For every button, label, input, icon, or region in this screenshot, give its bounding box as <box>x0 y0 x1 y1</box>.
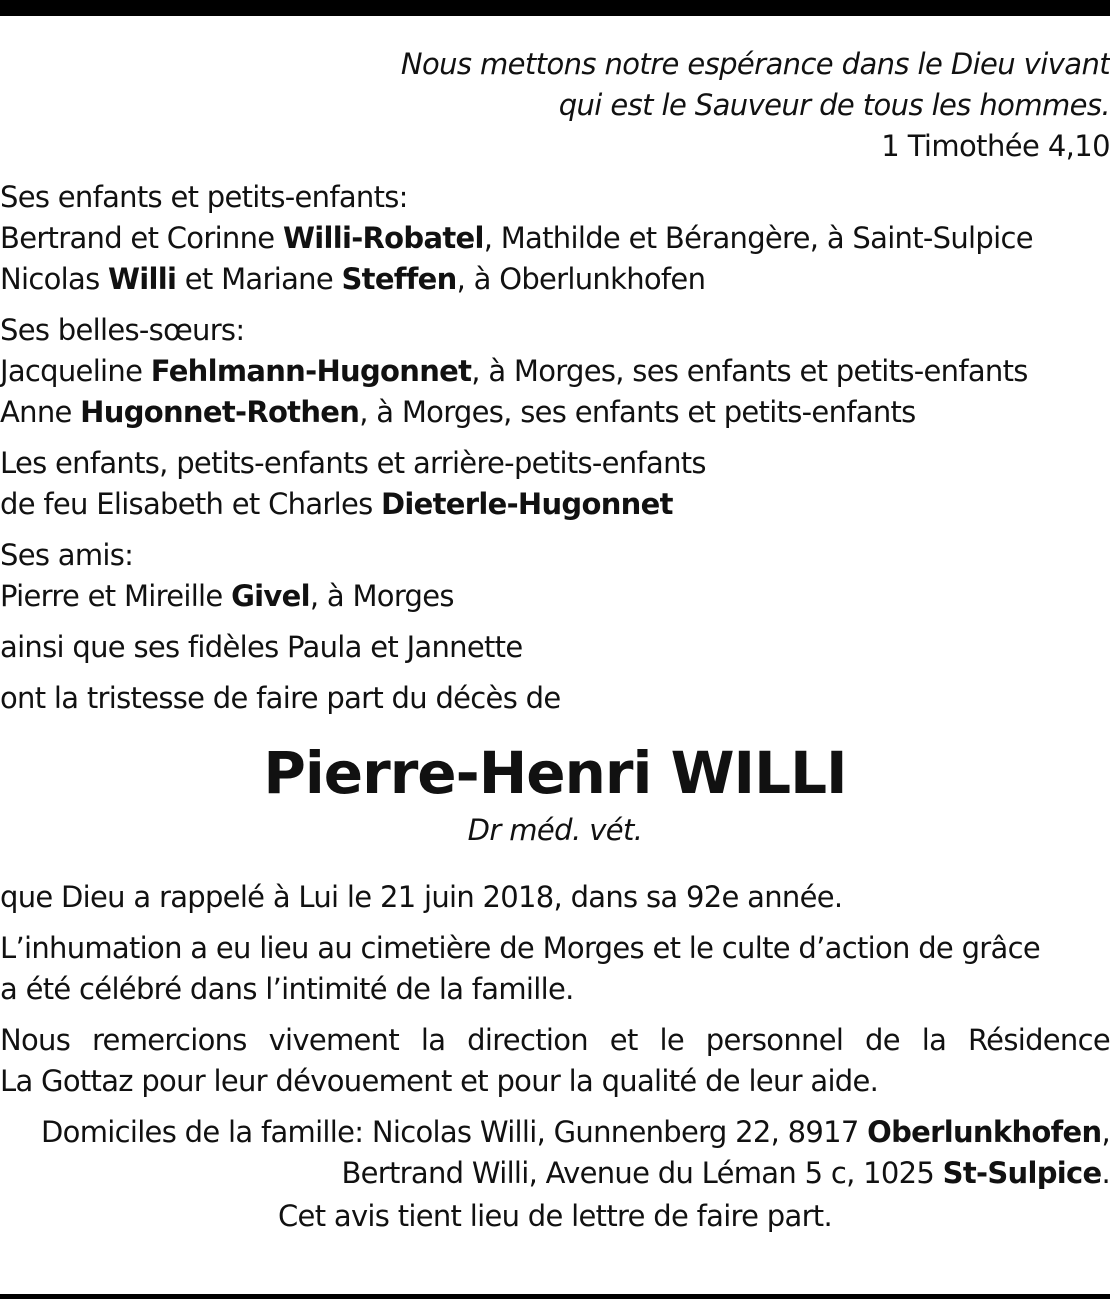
friends-section <box>0 535 1110 617</box>
children-entry-2: Nicolas Willi et Mariane Steffen, à Oberlunkhofen <box>0 262 706 296</box>
sisters-in-law-section <box>0 310 1110 433</box>
sisters-entry-2: Anne Hugonnet-Rothen, à Morges, ses enfants et petits-enfants <box>0 395 916 429</box>
friends-entry-1: Pierre et Mireille Givel, à Morges <box>0 579 454 613</box>
sisters-heading: Ses belles-sœurs: <box>0 313 245 347</box>
relatives-line-2: de feu Elisabeth et Charles Dieterle-Hugonnet <box>0 487 673 521</box>
bible-verse <box>0 44 1110 167</box>
relatives-section <box>0 443 1110 525</box>
deceased-name: Pierre-Henri WILLI <box>263 739 847 807</box>
faithful-line: ainsi que ses fidèles Paula et Jannette <box>0 630 523 664</box>
burial-line-1: L’inhumation a eu lieu au cimetière de Morges et le culte d’action de grâce <box>0 931 1040 965</box>
surname: Dieterle-Hugonnet <box>381 487 673 521</box>
town: Oberlunkhofen <box>867 1115 1102 1149</box>
friends-heading: Ses amis: <box>0 538 134 572</box>
address-line-1: Domiciles de la famille: Nicolas Willi, Gunnenberg 22, 8917 Oberlunkhofen, <box>41 1115 1110 1149</box>
burial-paragraph <box>0 928 1110 1010</box>
address-line-2: Bertrand Willi, Avenue du Léman 5 c, 1025 St-Sulpice. <box>341 1156 1110 1190</box>
family-addresses <box>0 1112 1110 1194</box>
death-line: que Dieu a rappelé à Lui le 21 juin 2018, dans sa 92e année. <box>0 880 843 914</box>
surname: Givel <box>231 579 310 613</box>
surname: Hugonnet-Rothen <box>80 395 360 429</box>
town: St-Sulpice <box>942 1156 1102 1190</box>
children-section <box>0 177 1110 300</box>
surname: Willi-Robatel <box>282 221 484 255</box>
deceased-title: Dr méd. vét. <box>467 813 643 847</box>
verse-line-2: qui est le Sauveur de tous les hommes. <box>558 88 1110 122</box>
sisters-entry-1: Jacqueline Fehlmann-Hugonnet, à Morges, ses enfants et petits-enfants <box>0 354 1028 388</box>
surname: Willi <box>108 262 177 296</box>
surname: Steffen <box>341 262 457 296</box>
bottom-rule <box>0 1294 1110 1299</box>
verse-line-1: Nous mettons notre espérance dans le Dieu vivant <box>400 47 1110 81</box>
children-entry-1: Bertrand et Corinne Willi-Robatel, Mathilde et Bérangère, à Saint-Sulpice <box>0 221 1033 255</box>
burial-line-2: a été célébré dans l’intimité de la famille. <box>0 972 574 1006</box>
obituary-notice <box>0 44 1110 1237</box>
relatives-line-1: Les enfants, petits-enfants et arrière-petits-enfants <box>0 446 706 480</box>
thanks-line-2: La Gottaz pour leur dévouement et pour la qualité de leur aide. <box>0 1064 879 1098</box>
announcement-line: ont la tristesse de faire part du décès de <box>0 681 561 715</box>
surname: Fehlmann-Hugonnet <box>150 354 472 388</box>
verse-reference: 1 Timothée 4,10 <box>881 129 1110 163</box>
closing-line: Cet avis tient lieu de lettre de faire part. <box>278 1199 832 1233</box>
children-heading: Ses enfants et petits-enfants: <box>0 180 408 214</box>
thanks-paragraph <box>0 1020 1110 1102</box>
thanks-line-1: Nous remercions vivement la direction et le personnel de la Résidence <box>0 1023 1110 1057</box>
top-rule <box>0 0 1110 16</box>
